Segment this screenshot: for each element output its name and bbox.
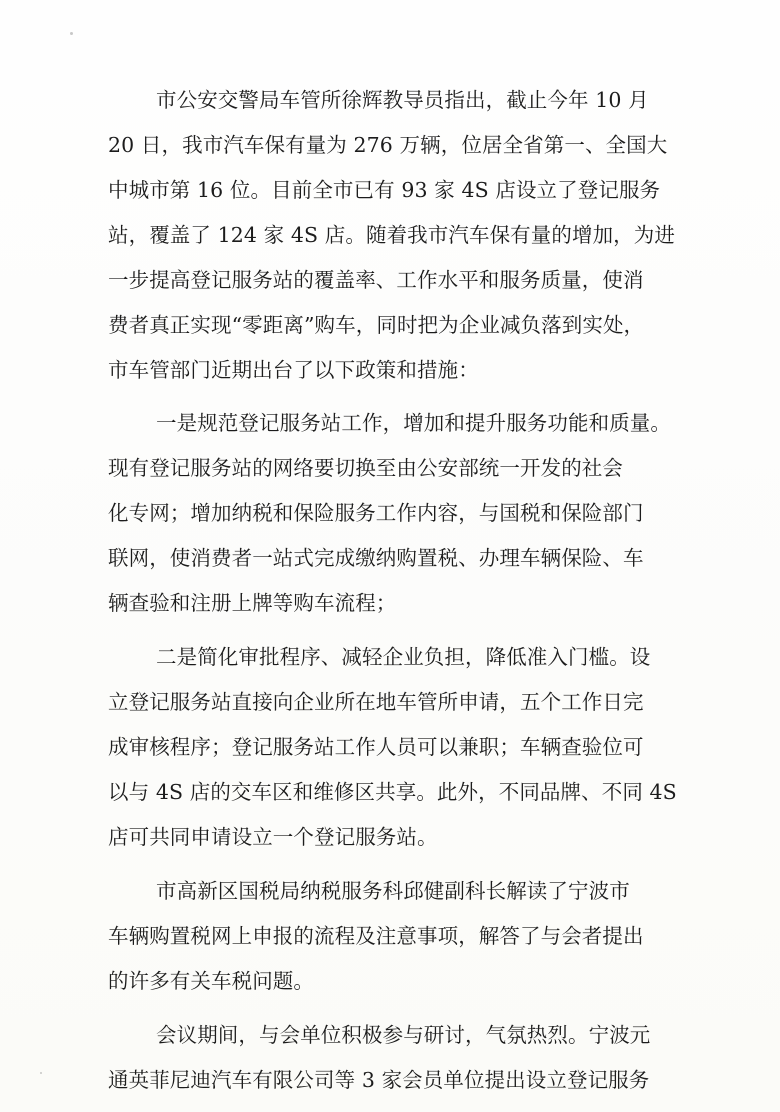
document-body <box>108 78 688 1103</box>
text-line: 中城市第 16 位。目前全市已有 93 家 4S 店设立了登记服务 <box>108 178 661 202</box>
text-line: 化专网；增加纳税和保险服务工作内容，与国税和保险部门 <box>108 501 644 525</box>
text-line: 以与 4S 店的交车区和维修区共享。此外，不同品牌、不同 4S <box>108 780 677 804</box>
text-line: 联网，使消费者一站式完成缴纳购置税、办理车辆保险、车 <box>108 546 644 570</box>
paragraph-meeting-discussion <box>108 1013 688 1103</box>
text-line: 店可共同申请设立一个登记服务站。 <box>108 825 438 849</box>
text-line: 会议期间，与会单位积极参与研讨，气氛热烈。宁波元 <box>156 1023 651 1047</box>
text-line: 20 日，我市汽车保有量为 276 万辆，位居全省第一、全国大 <box>108 133 668 157</box>
text-line: 立登记服务站直接向企业所在地车管所申请，五个工作日完 <box>108 690 644 714</box>
text-line: 通英菲尼迪汽车有限公司等 3 家会员单位提出设立登记服务 <box>108 1068 650 1092</box>
text-line: 的许多有关车税问题。 <box>108 969 314 993</box>
text-line: 市公安交警局车管所徐辉教导员指出，截止今年 10 月 <box>156 88 649 112</box>
text-line: 车辆购置税网上申报的流程及注意事项，解答了与会者提出 <box>108 924 644 948</box>
text-line: 站，覆盖了 124 家 4S 店。随着我市汽车保有量的增加，为进 <box>108 223 675 247</box>
text-line: 费者真正实现“零距离”购车，同时把为企业减负落到实处， <box>108 313 645 337</box>
scan-speck <box>70 32 73 35</box>
text-line: 二是简化审批程序、减轻企业负担，降低准入门槛。设 <box>156 645 651 669</box>
scan-speck <box>40 1072 42 1074</box>
paragraph-measure-two <box>108 635 688 860</box>
text-line: 一步提高登记服务站的覆盖率、工作水平和服务质量，使消 <box>108 268 644 292</box>
paragraph-vehicle-stats <box>108 78 688 393</box>
text-line: 成审核程序；登记服务站工作人员可以兼职；车辆查验位可 <box>108 735 644 759</box>
text-line: 市车管部门近期出台了以下政策和措施： <box>108 358 479 382</box>
paragraph-tax-briefing <box>108 869 688 1004</box>
text-line: 辆查验和注册上牌等购车流程； <box>108 591 397 615</box>
text-line: 一是规范登记服务站工作，增加和提升服务功能和质量。 <box>156 411 671 435</box>
paragraph-measure-one <box>108 401 688 626</box>
text-line: 现有登记服务站的网络要切换至由公安部统一开发的社会 <box>108 456 623 480</box>
text-line: 市高新区国税局纳税服务科邱健副科长解读了宁波市 <box>156 879 630 903</box>
